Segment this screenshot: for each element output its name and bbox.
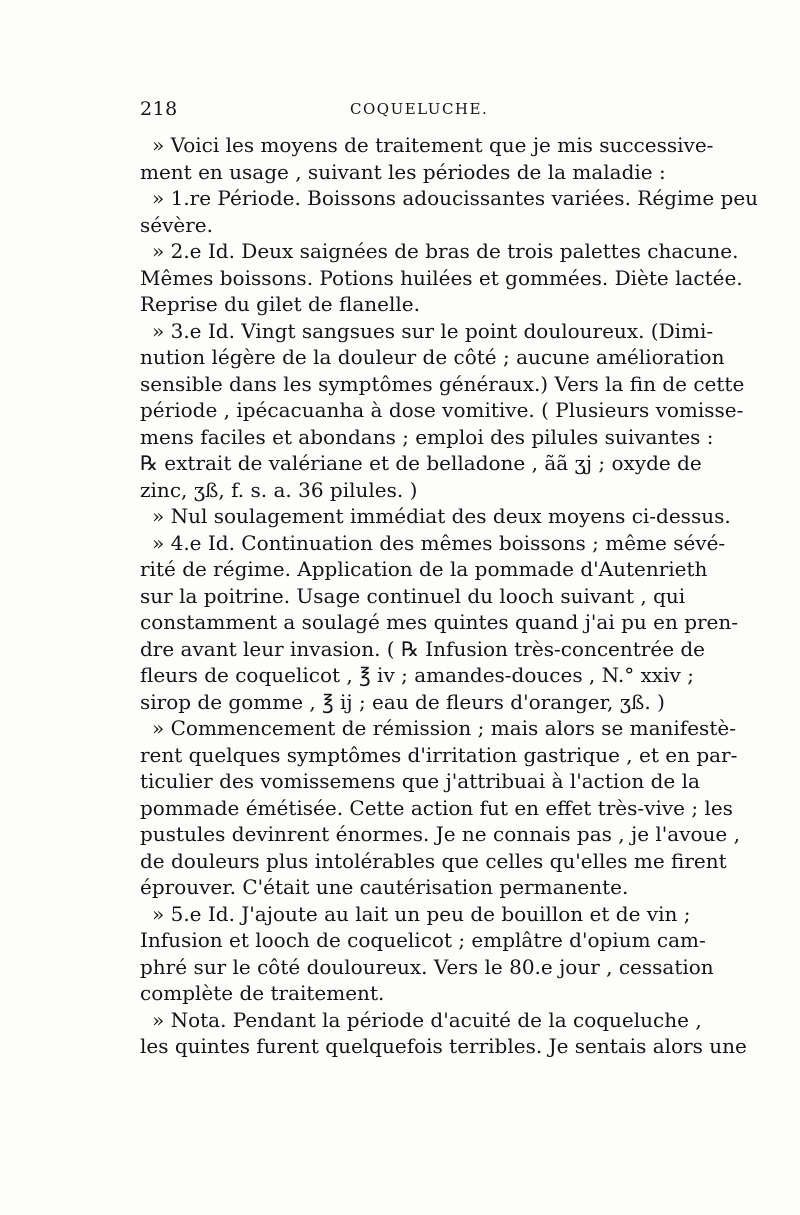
text-line: Mêmes boissons. Potions huilées et gommées. Diète lactée. xyxy=(140,265,743,290)
text-line: ment en usage , suivant les périodes de la maladie : xyxy=(140,159,666,184)
text-line: zinc, ʒß, f. s. a. 36 pilules. ) xyxy=(140,477,418,502)
text-line: sensible dans les symptômes généraux.) Vers la fin de cette xyxy=(140,371,745,396)
text-line: rité de régime. Application de la pommade d'Autenrieth xyxy=(140,557,708,581)
text-line: » Commencement de rémission ; mais alors se manifestè- xyxy=(152,716,736,740)
text-line: ticulier des vomissemens que j'attribuai à l'action de la xyxy=(140,769,700,793)
text-line: de douleurs plus intolérables que celles qu'elles me firent xyxy=(140,848,727,873)
text-line: pommade émétisée. Cette action fut en effet très-vive ; les xyxy=(140,795,733,820)
text-line: fleurs de coquelicot , ℥ iv ; amandes-douces , N.° xxiv ; xyxy=(140,663,694,687)
text-line: Reprise du gilet de flanelle. xyxy=(140,292,420,316)
text-line: » Voici les moyens de traitement que je mis successive- xyxy=(152,133,714,157)
text-line: Infusion et looch de coquelicot ; emplâtre d'opium cam- xyxy=(140,928,706,952)
text-line: ℞ extrait de valériane et de belladone , ãã ʒj ; oxyde de xyxy=(140,451,702,475)
text-line: sirop de gomme , ℥ ij ; eau de fleurs d'oranger, ʒß. ) xyxy=(140,689,665,714)
text-line: mens faciles et abondans ; emploi des pilules suivantes : xyxy=(140,424,714,449)
text-line: phré sur le côté douloureux. Vers le 80.e jour , cessation xyxy=(140,954,714,979)
text-line: sévère. xyxy=(140,212,213,237)
text-line: nution légère de la douleur de côté ; aucune amélioration xyxy=(140,345,725,369)
text-line: » Nul soulagement immédiat des deux moyens ci-dessus. xyxy=(152,504,731,528)
text-line: » 1.re Période. Boissons adoucissantes variées. Régime peu xyxy=(152,186,759,210)
text-line: sur la poitrine. Usage continuel du looch suivant , qui xyxy=(140,583,686,608)
text-line: constamment a soulagé mes quintes quand j'ai pu en pren- xyxy=(140,610,739,634)
text-line: » Nota. Pendant la période d'acuité de la coqueluche , xyxy=(152,1007,702,1032)
body-text xyxy=(140,132,759,1060)
text-line: période , ipécacuanha à dose vomitive. ( Plusieurs vomisse- xyxy=(140,398,744,422)
text-line: les quintes furent quelquefois terribles. Je sentais alors une xyxy=(140,1034,747,1058)
text-line: » 2.e Id. Deux saignées de bras de trois palettes chacune. xyxy=(152,239,739,263)
text-line: complète de traitement. xyxy=(140,981,385,1005)
text-line: éprouver. C'était une cautérisation permanente. xyxy=(140,875,629,899)
running-head: COQUELUCHE. xyxy=(350,100,489,118)
text-line: rent quelques symptômes d'irritation gastrique , et en par- xyxy=(140,742,738,767)
text-line: pustules devinrent énormes. Je ne connais pas , je l'avoue , xyxy=(140,822,740,846)
text-line: » 3.e Id. Vingt sangsues sur le point douloureux. (Dimi- xyxy=(152,318,714,343)
text-line: » 5.e Id. J'ajoute au lait un peu de bouillon et de vin ; xyxy=(152,901,691,926)
text-line: dre avant leur invasion. ( ℞ Infusion très-concentrée de xyxy=(140,636,706,661)
page-number: 218 xyxy=(140,98,178,120)
page-header xyxy=(140,98,660,128)
text-line: » 4.e Id. Continuation des mêmes boissons ; même sévé- xyxy=(152,530,726,555)
